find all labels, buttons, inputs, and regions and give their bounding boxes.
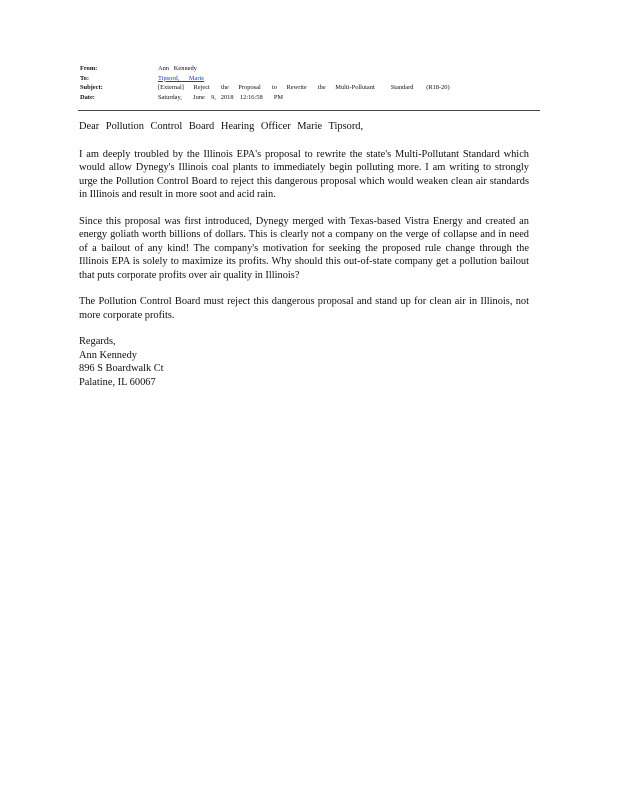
sender-city: Palatine, IL 60067 <box>79 376 156 388</box>
to-value-link[interactable]: Tipsord, Marie <box>158 74 205 82</box>
paragraph-1: I am deeply troubled by the Illinois EPA's proposal to rewrite the state's Multi-Pollutant Standard which would allow Dynegy's Illinois coal plants to immediately begin polluting more. I am writing to strongly urge the Pollution Control Board to reject this dangerous proposal which would weaken clean air standards in Illinois and result in more soot and acid rain. <box>79 148 529 200</box>
email-header <box>80 64 540 102</box>
greeting: Dear Pollution Control Board Hearing Officer Marie Tipsord, <box>79 121 364 132</box>
to-row <box>80 74 540 84</box>
from-label: From: <box>80 65 98 72</box>
to-label: To: <box>80 74 89 82</box>
subject-label: Subject: <box>80 84 103 91</box>
signoff-block <box>79 335 529 389</box>
date-row <box>80 93 540 103</box>
header-divider <box>78 110 540 111</box>
date-value: Saturday, June 9, 2018 12:16:58 PM <box>158 93 284 101</box>
sender-street: 896 S Boardwalk Ct <box>79 363 164 374</box>
sender-name: Ann Kennedy <box>79 349 138 361</box>
paragraph-2: Since this proposal was first introduced, Dynegy merged with Texas-based Vistra Energy and created an energy goliath worth billions of dollars. This is clearly not a company on the verge of collapse and in need of a bailout of any kind! The company's motivation for seeking the proposed rule change through the Illinois EPA is solely to maximize its profits. Why should this out-of-state company get a pollution bailout that puts corporate profits over air quality in Illinois? <box>79 215 529 281</box>
from-row <box>80 64 540 74</box>
subject-value: [External] Reject the Proposal to Rewrite the Multi-Pollutant Standard (R18-20) <box>158 84 450 91</box>
date-label: Date: <box>80 93 95 101</box>
subject-row <box>80 83 540 93</box>
letter-body <box>79 120 529 389</box>
closing: Regards, <box>79 336 116 347</box>
paragraph-3: The Pollution Control Board must reject this dangerous proposal and stand up for clean air in Illinois, not more corporate profits. <box>79 296 529 321</box>
from-value: Ann Kennedy <box>158 65 197 72</box>
